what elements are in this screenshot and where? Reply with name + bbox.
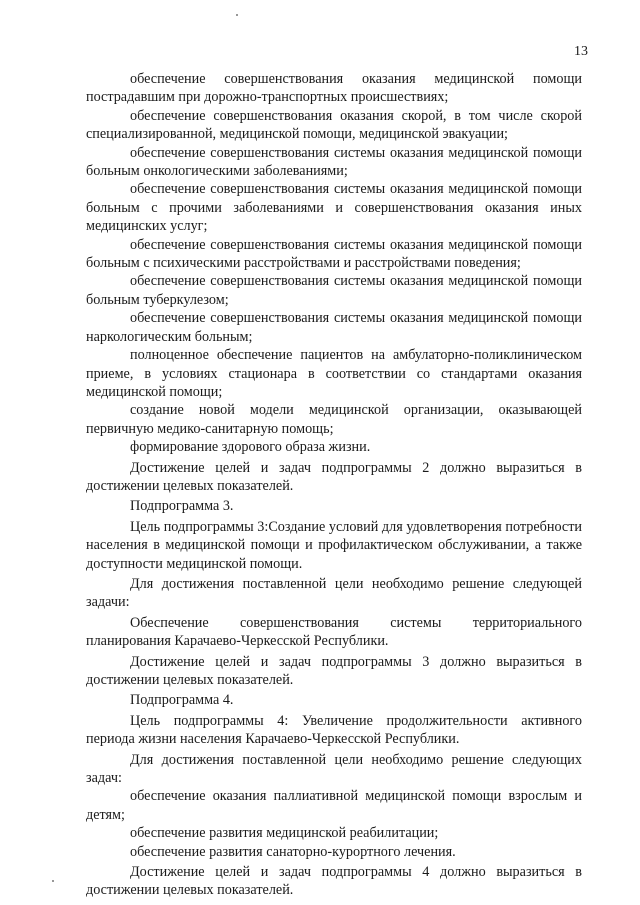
subprogram-heading: Подпрограмма 3. bbox=[130, 498, 234, 515]
paragraph: формирование здорового образа жизни. bbox=[130, 439, 371, 456]
paragraph: обеспечение совершенствования системы оказания медицинской помощи больным с прочими заболеваниями и совершенствования оказания иных медицинских услуг; bbox=[86, 181, 582, 235]
scan-speck bbox=[236, 14, 238, 16]
paragraph: Достижение целей и задач подпрограммы 2 должно выразиться в достижении целевых показателей. bbox=[86, 459, 582, 494]
paragraph: Для достижения поставленной цели необходимо решение следующей задачи: bbox=[86, 575, 582, 611]
paragraph: обеспечение совершенствования системы оказания медицинской помощи наркологическим больным; bbox=[86, 310, 582, 345]
page-number: 13 bbox=[574, 44, 588, 59]
paragraph: Цель подпрограммы 4: Увеличение продолжительности активного периода жизни населения Карачаево-Черкесской Республики. bbox=[86, 712, 582, 748]
paragraph: обеспечение совершенствования оказания медицинской помощи пострадавшим при дорожно-транспортных происшествиях; bbox=[86, 71, 582, 106]
paragraph: обеспечение развития медицинской реабилитации; bbox=[130, 825, 439, 842]
subprogram-heading: Подпрограмма 4. bbox=[130, 692, 234, 709]
paragraph: Обеспечение совершенствования системы территориального планирования Карачаево-Черкесской Республики. bbox=[86, 614, 582, 650]
paragraph: обеспечение совершенствования системы оказания медицинской помощи больным туберкулезом; bbox=[86, 273, 582, 308]
body-text bbox=[86, 70, 582, 900]
scan-speck bbox=[52, 880, 54, 882]
paragraph: Для достижения поставленной цели необходимо решение следующих задач: bbox=[86, 751, 582, 787]
paragraph: обеспечение совершенствования оказания скорой, в том числе скорой специализированной, медицинской помощи, медицинской эвакуации; bbox=[86, 107, 582, 143]
paragraph: обеспечение развития санаторно-курортного лечения. bbox=[130, 843, 456, 860]
paragraph: обеспечение совершенствования системы оказания медицинской помощи больным онкологическими заболеваниями; bbox=[86, 144, 582, 180]
paragraph: Цель подпрограммы 3:Создание условий для удовлетворения потребности населения в медицинской помощи и профилактическом обслуживании, а также доступности медицинской помощи. bbox=[86, 518, 582, 572]
paragraph: Достижение целей и задач подпрограммы 4 должно выразиться в достижении целевых показателей. bbox=[86, 864, 582, 899]
paragraph: Достижение целей и задач подпрограммы 3 должно выразиться в достижении целевых показателей. bbox=[86, 653, 582, 688]
paragraph: полноценное обеспечение пациентов на амбулаторно-поликлиническом приеме, в условиях стационара в соответствии со стандартами оказания медицинской помощи; bbox=[86, 347, 582, 400]
paragraph: обеспечение совершенствования системы оказания медицинской помощи больным с психическими расстройствами и расстройствами поведения; bbox=[86, 236, 582, 272]
paragraph: обеспечение оказания паллиативной медицинской помощи взрослым и детям; bbox=[86, 788, 582, 823]
paragraph: создание новой модели медицинской организации, оказывающей первичную медико-санитарную помощь; bbox=[86, 402, 582, 437]
